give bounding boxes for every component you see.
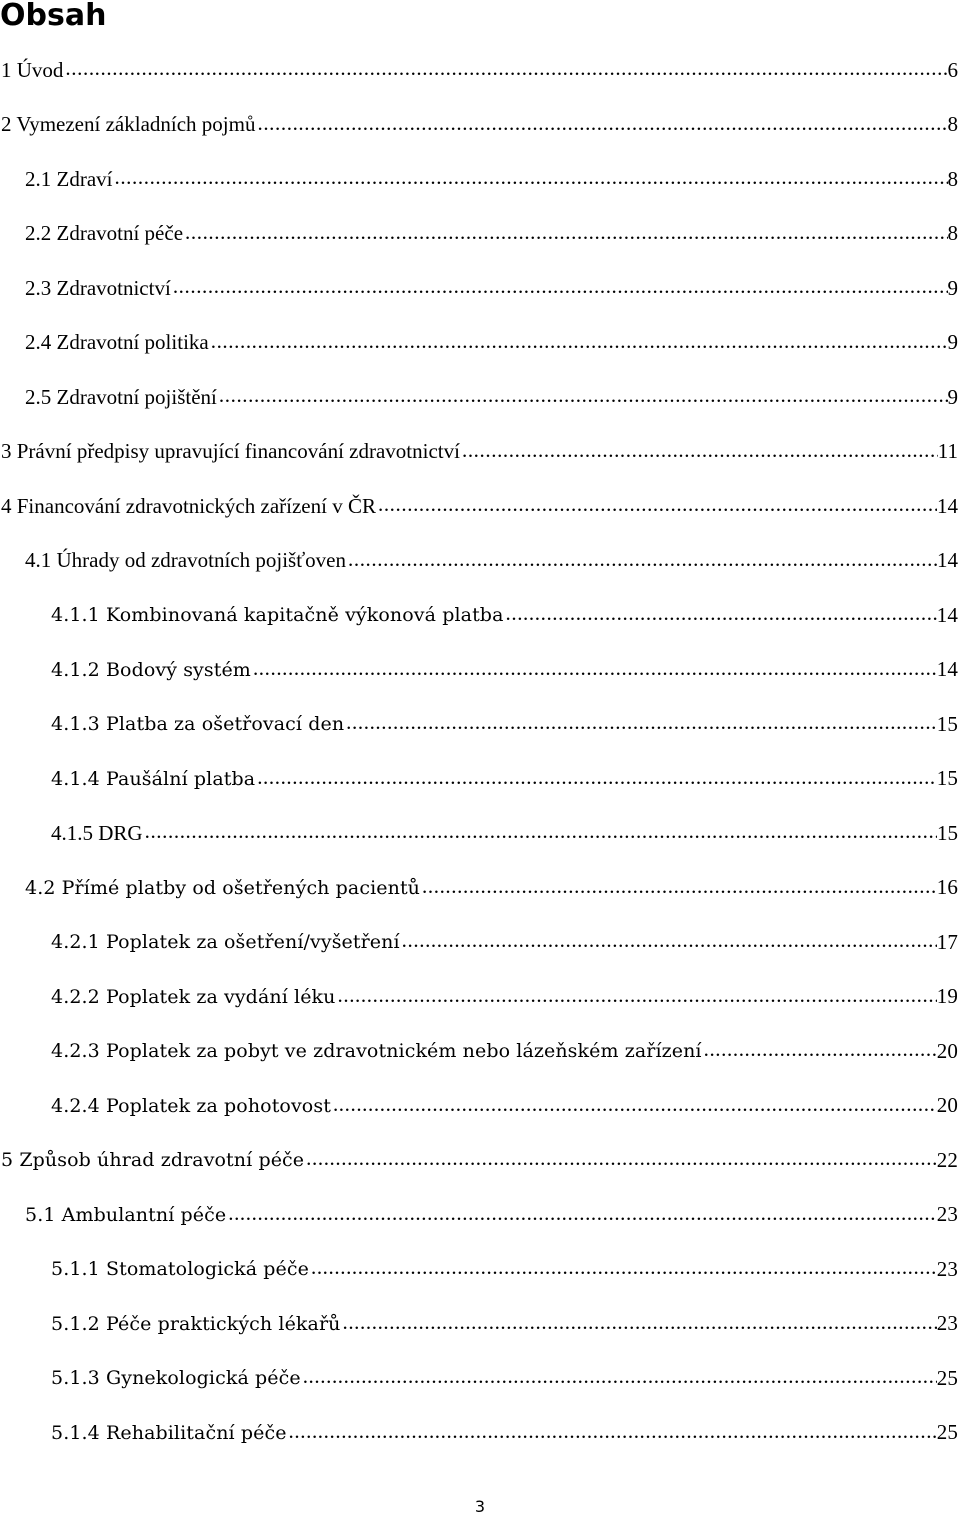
toc-entry-label: 2.4 Zdravotní politika <box>25 330 209 355</box>
toc-page-number: 8 <box>947 221 958 246</box>
toc-entry[interactable] <box>0 1406 960 1461</box>
toc-entry-label: 3 Právní předpisy upravující financování zdravotnictví <box>1 439 460 464</box>
toc-dot-leader <box>255 767 937 791</box>
toc-dot-leader <box>346 549 937 573</box>
toc-dot-leader <box>336 985 937 1009</box>
toc-dot-leader <box>112 167 947 191</box>
toc-page-number: 25 <box>936 1365 958 1390</box>
toc-entry-label: 2 Vymezení základních pojmů <box>1 112 256 137</box>
toc-entry[interactable] <box>0 43 960 98</box>
toc-entry-label: 4.1 Úhrady od zdravotních pojišťoven <box>25 548 346 573</box>
toc-entry-label: 4 Financování zdravotnických zařízení v ČR <box>1 493 376 518</box>
toc-entry-label: 5.1 Ambulantní péče <box>25 1203 227 1226</box>
toc-entry-label: 5.1.3 Gynekologická péče <box>51 1367 301 1390</box>
toc-dot-leader <box>63 58 947 82</box>
toc-dot-leader <box>400 930 937 954</box>
toc-entry-label: 4.1.4 Paušální platba <box>51 767 256 790</box>
toc-entry[interactable] <box>0 1242 960 1297</box>
toc-dot-leader <box>344 712 937 736</box>
toc-entry-label: 5 Způsob úhrad zdravotní péče <box>1 1149 305 1172</box>
toc-entry-label: 4.1.2 Bodový systém <box>51 658 251 681</box>
toc-entry-label: 5.1.4 Rehabilitační péče <box>51 1421 287 1444</box>
toc-page-number: 6 <box>947 57 958 82</box>
toc-entry[interactable] <box>0 1024 960 1079</box>
toc-dot-leader <box>226 1203 937 1227</box>
toc-entry[interactable] <box>0 261 960 316</box>
toc-entry[interactable] <box>0 534 960 589</box>
toc-dot-leader <box>301 1366 937 1390</box>
toc-entry-label: 4.1.5 DRG <box>51 820 143 845</box>
toc-entry-label: 5.1.2 Péče praktických lékařů <box>51 1312 341 1335</box>
toc-entry[interactable] <box>0 425 960 480</box>
toc-page-number: 11 <box>937 439 958 464</box>
table-of-contents <box>0 43 960 1460</box>
toc-page-number: 23 <box>936 1311 958 1336</box>
toc-page-number: 14 <box>936 602 958 627</box>
toc-dot-leader <box>183 222 947 246</box>
toc-page-number: 9 <box>947 384 958 409</box>
toc-dot-leader <box>331 1094 937 1118</box>
toc-page-number: 19 <box>936 984 958 1009</box>
toc-dot-leader <box>504 603 937 627</box>
toc-page-number: 23 <box>936 1202 958 1227</box>
toc-page-number: 14 <box>937 493 958 518</box>
toc-entry-label: 2.5 Zdravotní pojištění <box>25 384 217 409</box>
toc-page-number: 14 <box>936 657 958 682</box>
toc-dot-leader <box>376 494 937 518</box>
toc-entry-label: 4.2 Přímé platby od ošetřených pacientů <box>25 876 421 899</box>
toc-entry-label: 5.1.1 Stomatologická péče <box>51 1258 309 1281</box>
toc-entry-label: 4.2.2 Poplatek za vydání léku <box>51 985 336 1008</box>
toc-dot-leader <box>209 331 948 355</box>
toc-dot-leader <box>251 658 937 682</box>
toc-entry[interactable] <box>0 970 960 1025</box>
toc-page-number: 9 <box>947 330 958 355</box>
toc-dot-leader <box>255 113 947 137</box>
toc-entry[interactable] <box>0 1188 960 1243</box>
toc-entry[interactable] <box>0 1133 960 1188</box>
page-number: 3 <box>474 1497 486 1516</box>
toc-page-number: 17 <box>936 929 958 954</box>
toc-entry[interactable] <box>0 1297 960 1352</box>
toc-page-number: 23 <box>936 1256 958 1281</box>
toc-page-number: 9 <box>947 275 958 300</box>
toc-entry[interactable] <box>0 588 960 643</box>
toc-entry[interactable] <box>0 1079 960 1134</box>
toc-entry[interactable] <box>0 752 960 807</box>
toc-entry[interactable] <box>0 98 960 153</box>
toc-entry[interactable] <box>0 697 960 752</box>
toc-dot-leader <box>143 821 937 845</box>
toc-dot-leader <box>340 1312 936 1336</box>
toc-page-number: 15 <box>936 766 958 791</box>
toc-entry[interactable] <box>0 861 960 916</box>
toc-page-number: 15 <box>937 820 958 845</box>
toc-dot-leader <box>460 440 938 464</box>
toc-entry-label: 4.1.1 Kombinovaná kapitačně výkonová platba <box>51 604 504 627</box>
toc-page-number: 20 <box>936 1038 958 1063</box>
toc-entry[interactable] <box>0 370 960 425</box>
toc-dot-leader <box>309 1257 937 1281</box>
toc-dot-leader <box>304 1148 937 1172</box>
toc-page-number: 25 <box>936 1420 958 1445</box>
toc-page-number: 8 <box>947 112 958 137</box>
toc-entry[interactable] <box>0 316 960 371</box>
toc-entry-label: 4.2.4 Poplatek za pohotovost <box>51 1094 331 1117</box>
page-title: Obsah <box>0 0 107 33</box>
toc-page-number: 15 <box>936 711 958 736</box>
toc-dot-leader <box>702 1039 937 1063</box>
toc-entry-label: 4.2.1 Poplatek za ošetření/vyšetření <box>51 931 400 954</box>
toc-entry-label: 4.2.3 Poplatek za pobyt ve zdravotnickém nebo lázeňském zařízení <box>51 1040 702 1063</box>
toc-entry[interactable] <box>0 479 960 534</box>
toc-page-number: 20 <box>936 1093 958 1118</box>
toc-page-number: 14 <box>937 548 958 573</box>
toc-dot-leader <box>420 876 937 900</box>
toc-entry[interactable] <box>0 806 960 861</box>
toc-entry[interactable] <box>0 1351 960 1406</box>
toc-entry[interactable] <box>0 152 960 207</box>
toc-entry-label: 1 Úvod <box>1 57 64 82</box>
toc-entry-label: 2.1 Zdraví <box>25 166 113 191</box>
toc-entry[interactable] <box>0 643 960 698</box>
toc-entry[interactable] <box>0 915 960 970</box>
toc-entry-label: 4.1.3 Platba za ošetřovací den <box>51 713 345 736</box>
toc-dot-leader <box>287 1421 937 1445</box>
toc-dot-leader <box>217 385 948 409</box>
toc-page-number: 22 <box>936 1147 958 1172</box>
toc-page-number: 16 <box>936 875 958 900</box>
toc-dot-leader <box>171 276 948 300</box>
toc-page-number: 8 <box>947 166 958 191</box>
toc-entry[interactable] <box>0 207 960 262</box>
toc-entry-label: 2.2 Zdravotní péče <box>25 221 184 246</box>
toc-entry-label: 2.3 Zdravotnictví <box>25 275 171 300</box>
